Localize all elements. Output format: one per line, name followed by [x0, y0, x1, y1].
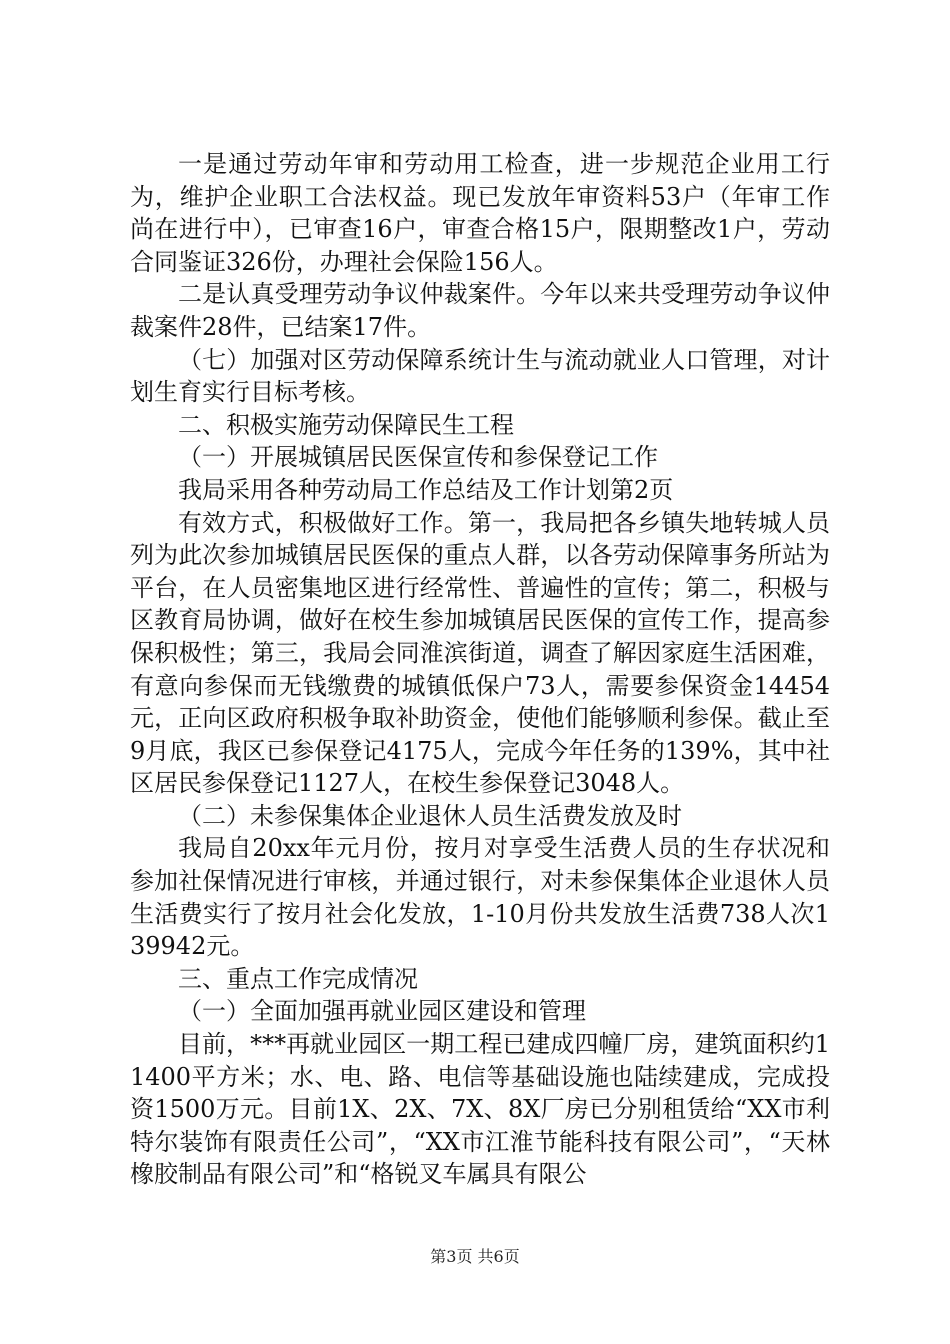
- paragraph-family-planning: （七）加强对区劳动保障系统计生与流动就业人口管理，对计划生育实行目标考核。: [130, 345, 830, 407]
- paragraph-reemployment-park: 目前，***再就业园区一期工程已建成四幢厂房，建筑面积约11400平方米；水、电、路、电信等基础设施也陆续建成，完成投资1500万元。目前1X、2X、7X、8X厂房已分别租赁给“XX市利特尔装饰有限责任公司”，“XX市江淮节能科技有限公司”，“天林橡胶制品有限公司”和“格锐叉车属具有限公: [130, 1030, 830, 1189]
- document-body: [130, 148, 830, 1191]
- subheading-medical-insurance: （一）开展城镇居民医保宣传和参保登记工作: [178, 443, 658, 472]
- subheading-retiree-allowance: （二）未参保集体企业退休人员生活费发放及时: [178, 801, 682, 830]
- paragraph-retiree-allowance: 我局自20xx年元月份，按月对享受生活费人员的生存状况和参加社保情况进行审核，并通过银行，对未参保集体企业退休人员生活费实行了按月社会化发放，1-10月份共发放生活费738人次139942元。: [130, 834, 830, 961]
- paragraph-arbitration: 二是认真受理劳动争议仲裁案件。今年以来共受理劳动争议仲裁案件28件，已结案17件。: [130, 280, 830, 341]
- page-footer: 第3页 共6页: [430, 1247, 520, 1266]
- section-heading-key-work: 三、重点工作完成情况: [178, 964, 418, 993]
- subheading-reemployment-park: （一）全面加强再就业园区建设和管理: [178, 997, 586, 1026]
- paragraph-labor-inspection: 一是通过劳动年审和劳动用工检查，进一步规范企业用工行为，维护企业职工合法权益。现已发放年审资料53户（年审工作尚在进行中），已审查16户，审查合格15户，限期整改1户，劳动合同鉴证326份，办理社会保险156人。: [130, 150, 830, 276]
- paragraph-methods-intro: 我局采用各种劳动局工作总结及工作计划第2页: [178, 475, 674, 504]
- paragraph-medical-insurance: 有效方式，积极做好工作。第一，我局把各乡镇失地转城人员列为此次参加城镇居民医保的重点人群，以各劳动保障事务所站为平台，在人员密集地区进行经常性、普遍性的宣传；第二，积极与区教育局协调，做好在校生参加城镇居民医保的宣传工作，提高参保积极性；第三，我局会同淮滨街道，调查了解因家庭生活困难，有意向参保而无钱缴费的城镇低保户73人，需要参保资金14454元，正向区政府积极争取补助资金，使他们能够顺利参保。截止至9月底，我区已参保登记4175人，完成今年任务的139%，其中社区居民参保登记1127人，在校生参保登记3048人。: [130, 508, 830, 798]
- section-heading-livelihood: 二、积极实施劳动保障民生工程: [178, 410, 514, 439]
